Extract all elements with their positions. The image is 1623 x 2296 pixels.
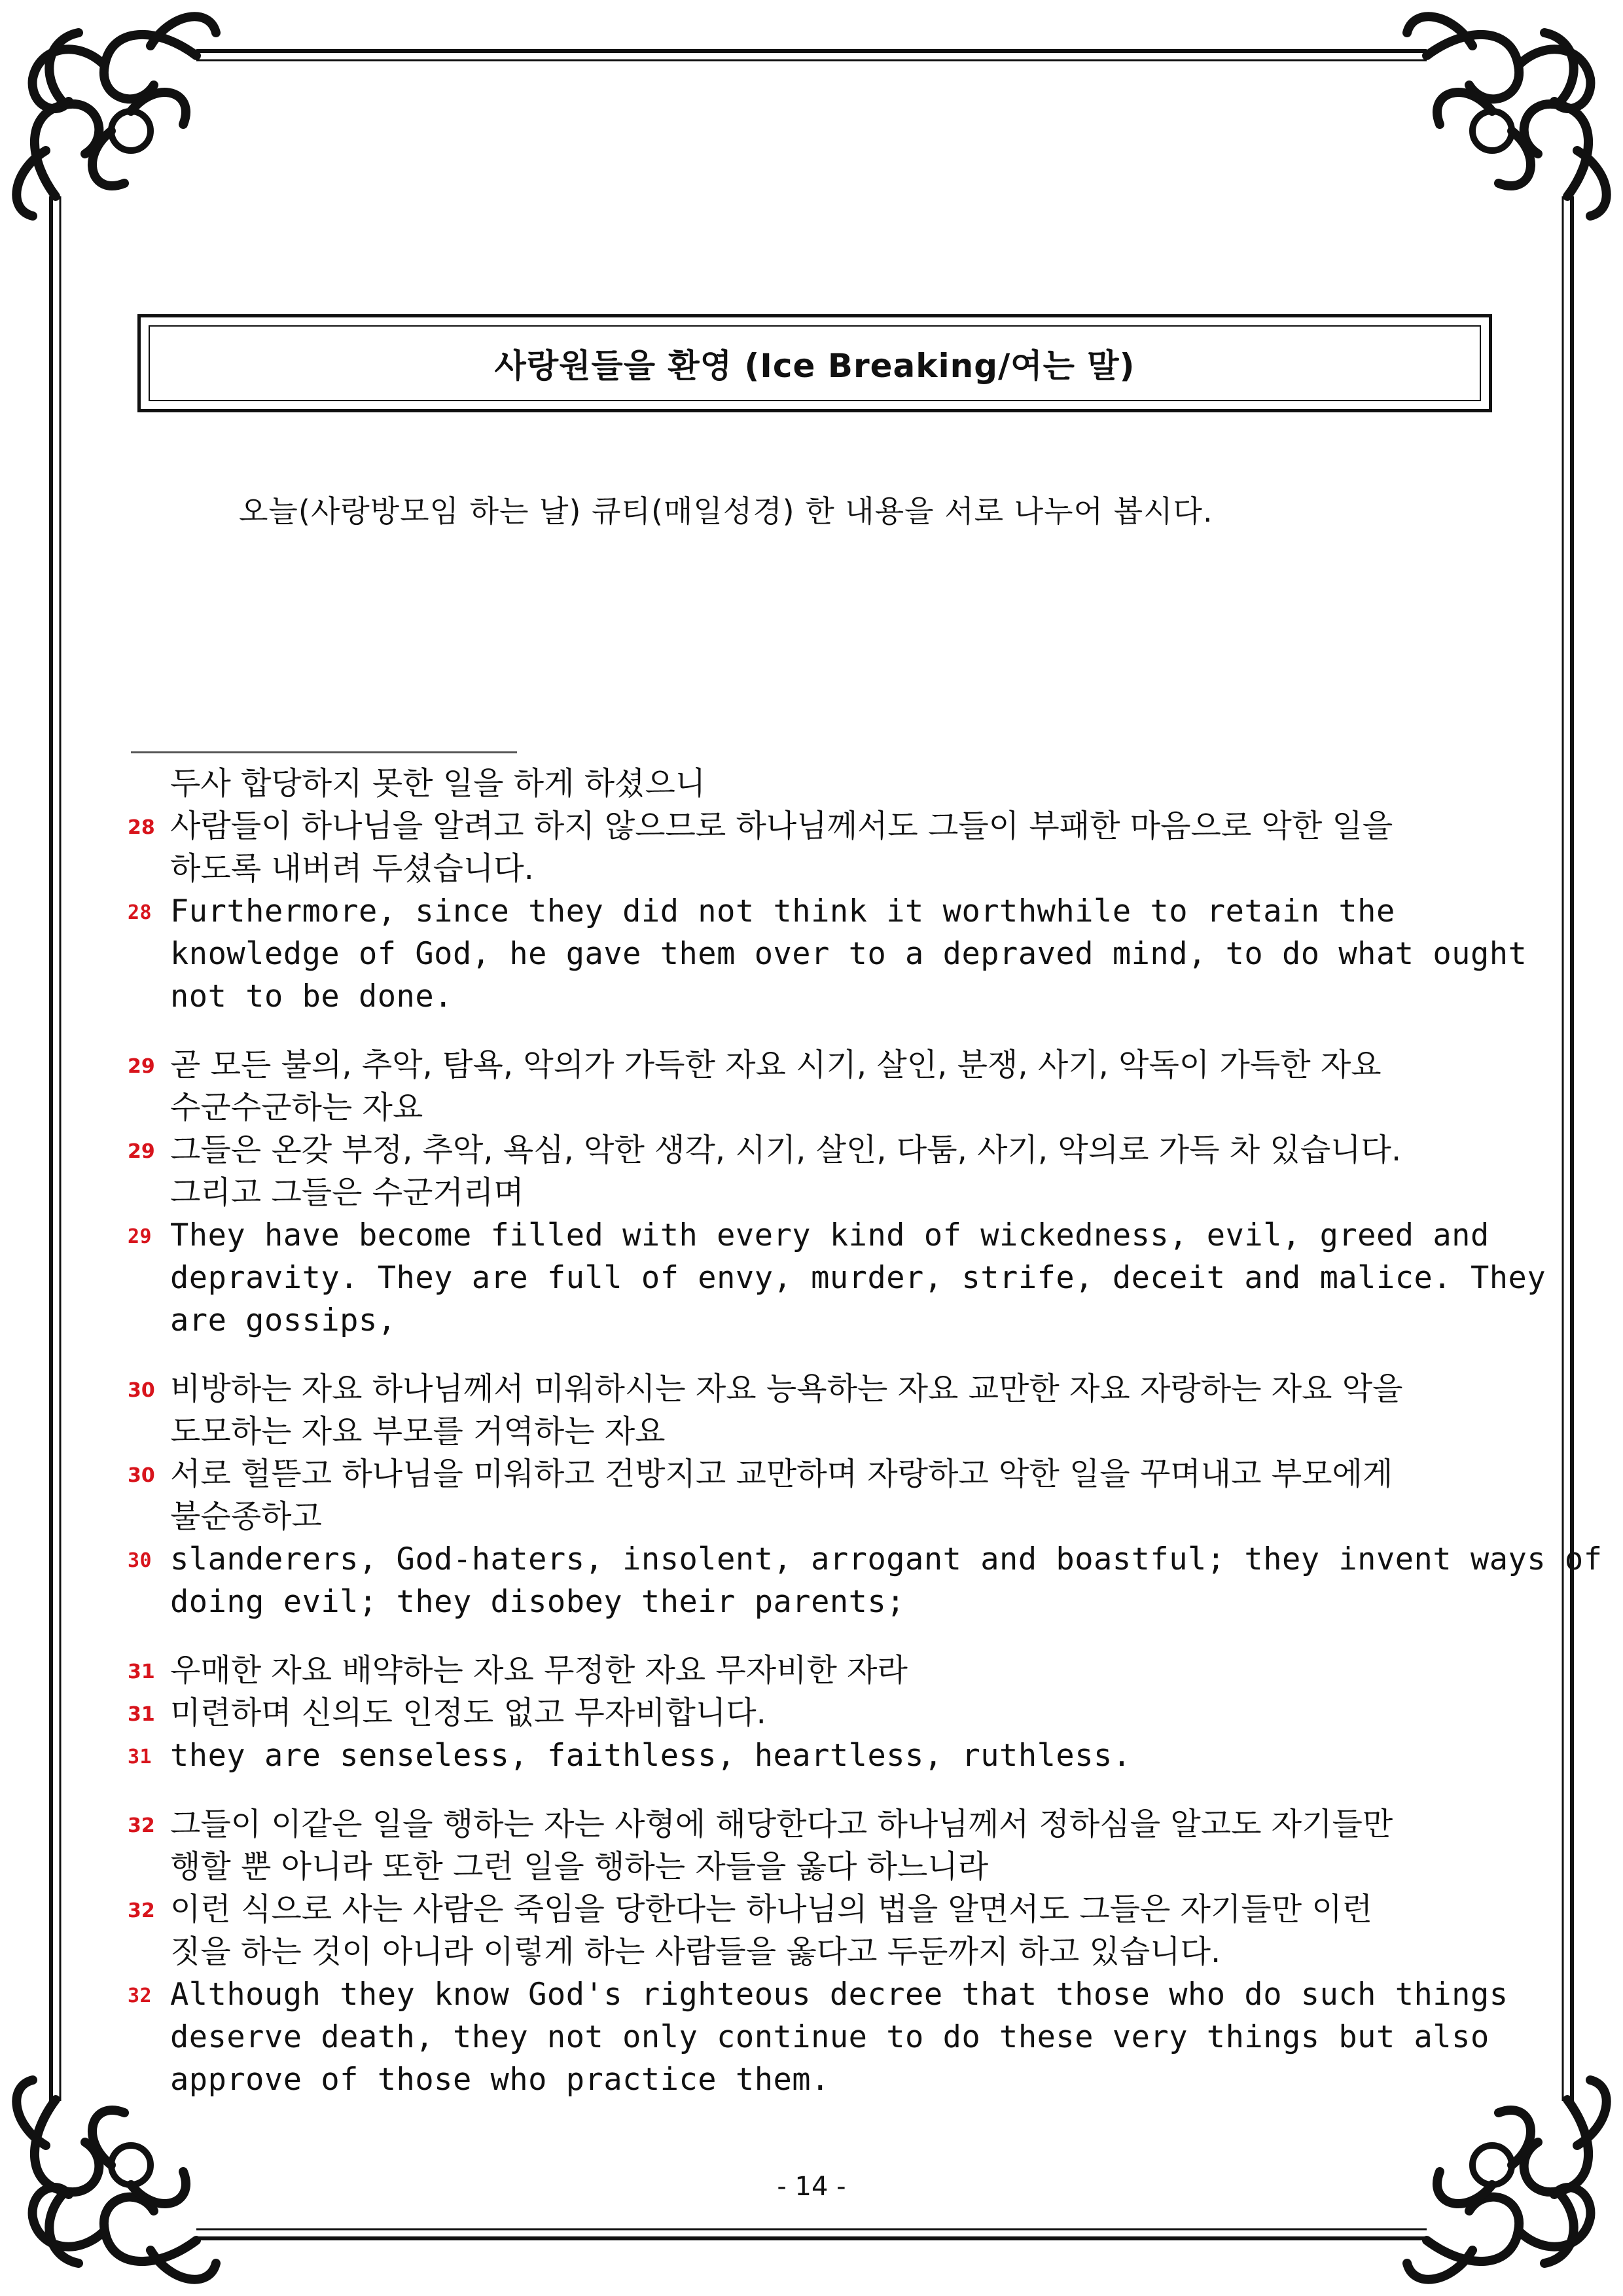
verse-text: deserve death, they not only continue to do these very things but also: [170, 2019, 1489, 2055]
verse-line: [128, 1410, 1515, 1453]
verse-text: 행할 뿐 아니라 또한 그런 일을 행하는 자들을 옳다 하느니라: [170, 1848, 989, 1885]
verse-text: doing evil; they disobey their parents;: [170, 1584, 906, 1620]
verse-line: [128, 1649, 1515, 1692]
verse-line: [128, 1453, 1515, 1496]
verse-line: [128, 1214, 1515, 1257]
verse-line: [128, 762, 1515, 805]
verse-line: [128, 1257, 1546, 1299]
verse-line: [128, 1086, 1515, 1129]
verse-line: [128, 2016, 1515, 2058]
verse-text: 곧 모든 불의, 추악, 탐욕, 악의가 가득한 자요 시기, 살인, 분쟁, 사기, 악독이 가득한 자요: [170, 1047, 1382, 1083]
section-title: 사랑원들을 환영 (Ice Breaking/여는 말): [494, 347, 1135, 385]
verse-text: 수군수군하는 자요: [170, 1089, 423, 1126]
verse-text: 짓을 하는 것이 아니라 이렇게 하는 사람들을 옳다고 두둔까지 하고 있습니다.: [170, 1933, 1221, 1970]
verse-number: 32: [128, 1984, 152, 2007]
verse-group-gap: [128, 1342, 1515, 1368]
verse-text: 도모하는 자요 부모를 거역하는 자요: [170, 1413, 666, 1450]
verse-line: [128, 805, 1515, 848]
verse-line: [128, 1044, 1515, 1086]
verse-text: They have become filled with every kind of wickedness, evil, greed and: [170, 1217, 1489, 1253]
verse-text: depravity. They are full of envy, murder, strife, deceit and malice. They: [170, 1260, 1546, 1296]
verse-line: [128, 1581, 1515, 1623]
verse-group-gap: [128, 1018, 1515, 1044]
verse-line: [128, 1538, 1603, 1581]
verse-text: slanderers, God-haters, insolent, arrogant and boastful; they invent ways of: [170, 1541, 1603, 1577]
verse-line: [128, 1496, 1515, 1538]
verse-line: [128, 1129, 1515, 1172]
verse-line: [128, 1888, 1515, 1931]
verse-number: 32: [128, 1814, 155, 1837]
verse-text: Furthermore, since they did not think it worthwhile to retain the: [170, 893, 1395, 929]
verse-line: [128, 1931, 1515, 1973]
verse-number: 30: [128, 1549, 152, 1572]
verse-text: 그들은 온갖 부정, 추악, 욕심, 악한 생각, 시기, 살인, 다툼, 사기, 악의로 가득 차 있습니다.: [170, 1132, 1402, 1168]
verse-number: 29: [128, 1140, 155, 1163]
verse-line: [128, 848, 1515, 890]
verse-text: 두사 합당하지 못한 일을 하게 하셨으니: [170, 765, 706, 802]
verse-line: [128, 1172, 1515, 1214]
verse-group-gap: [128, 1623, 1515, 1649]
verse-text: 그리고 그들은 수군거리며: [170, 1174, 524, 1211]
verse-text: Although they know God's righteous decree that those who do such things: [170, 1977, 1508, 2013]
verse-text: approve of those who practice them.: [170, 2062, 830, 2098]
verse-number: 29: [128, 1225, 152, 1248]
verse-group-gap: [128, 1777, 1515, 1803]
verse-text: are gossips,: [170, 1302, 397, 1338]
verse-line: [128, 2058, 1515, 2101]
verse-number: 31: [128, 1746, 152, 1768]
intro-instruction: 오늘(사랑방모임 하는 날) 큐티(매일성경) 한 내용을 서로 나누어 봅시다.: [239, 493, 1213, 529]
verse-text: they are senseless, faithless, heartless, ruthless.: [170, 1738, 1132, 1774]
verse-number: 30: [128, 1464, 155, 1487]
verse-text: 서로 헐뜯고 하나님을 미워하고 건방지고 교만하며 자랑하고 악한 일을 꾸며내고 부모에게: [170, 1456, 1393, 1492]
verse-text: 우매한 자요 배약하는 자요 무정한 자요 무자비한 자라: [170, 1652, 908, 1689]
verse-line: [128, 1299, 1515, 1342]
verse-text: 사람들이 하나님을 알려고 하지 않으므로 하나님께서도 그들이 부패한 마음으로 악한 일을: [170, 808, 1393, 844]
verse-text: 하도록 내버려 두셨습니다.: [170, 850, 534, 887]
verse-line: [128, 1973, 1515, 2016]
verse-number: 30: [128, 1379, 155, 1402]
verse-number: 32: [128, 1899, 155, 1922]
verse-line: [128, 1803, 1515, 1846]
verse-text: 미련하며 신의도 인정도 없고 무자비합니다.: [170, 1695, 766, 1731]
verse-text: 그들이 이같은 일을 행하는 자는 사형에 해당한다고 하나님께서 정하심을 알고도 자기들만: [170, 1806, 1393, 1842]
footnote-divider: [131, 751, 517, 753]
section-title-inner-border: [149, 325, 1481, 401]
verse-text: not to be done.: [170, 978, 453, 1014]
verse-text: 이런 식으로 사는 사람은 죽임을 당한다는 하나님의 법을 알면서도 그들은 자기들만 이런: [170, 1891, 1373, 1928]
verse-line: [128, 1846, 1515, 1888]
verse-number: 29: [128, 1055, 155, 1078]
verse-number: 31: [128, 1660, 155, 1683]
verse-line: [128, 1734, 1515, 1777]
verse-number: 28: [128, 901, 152, 924]
verse-text: 비방하는 자요 하나님께서 미워하시는 자요 능욕하는 자요 교만한 자요 자랑하는 자요 악을: [170, 1371, 1403, 1407]
verse-line: [128, 975, 1515, 1018]
verse-list: [128, 762, 1603, 2101]
verse-text: 불순종하고: [170, 1498, 322, 1535]
verse-line: [128, 1368, 1515, 1410]
verse-line: [128, 1692, 1515, 1734]
verse-line: [128, 890, 1515, 933]
verse-text: knowledge of God, he gave them over to a depraved mind, to do what ought: [170, 936, 1527, 972]
verse-line: [128, 933, 1527, 975]
page-number: - 14 -: [777, 2172, 846, 2202]
section-title-box: [137, 314, 1492, 412]
verse-number: 28: [128, 816, 155, 839]
verse-number: 31: [128, 1703, 155, 1726]
corner-flourish-icon: [16, 16, 216, 216]
